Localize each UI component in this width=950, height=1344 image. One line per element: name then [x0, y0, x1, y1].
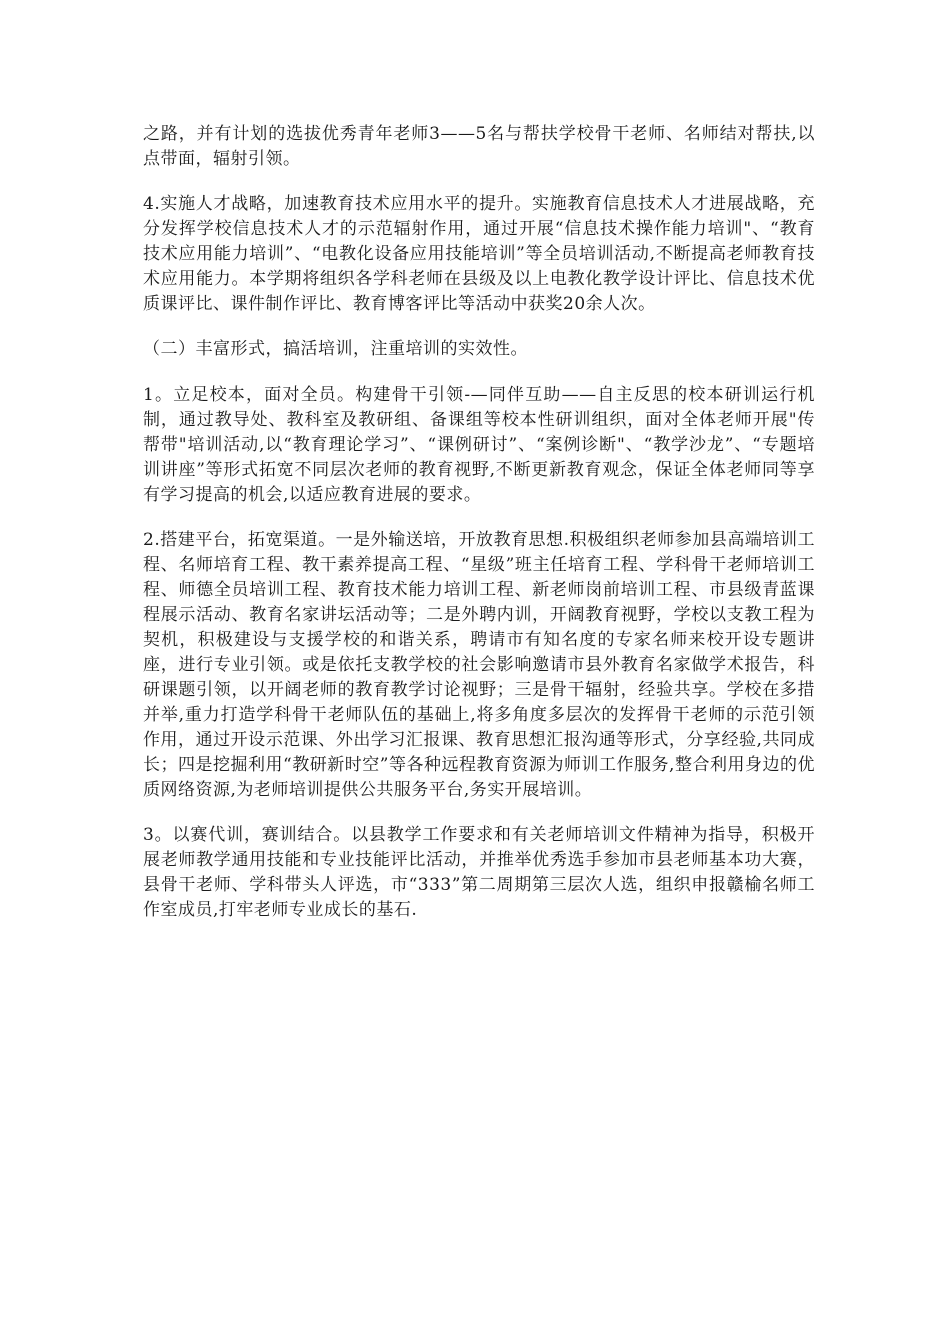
paragraph-continuation: 之路，并有计划的选拔优秀青年老师3——5名与帮扶学校骨干老师、名师结对帮扶,以点带面，辐射引领。 — [143, 124, 815, 169]
paragraph-school-based: 1。立足校本，面对全员。构建骨干引领-—同伴互助——自主反思的校本研训运行机制，通过教导处、教科室及教研组、备课组等校本性研训组织，面对全体老师开展"传帮带"培训活动,以“教育理论学习”、“课例研讨”、“案例诊断"、“教学沙龙”、“专题培训讲座”等形式拓宽不同层次老师的教育视野,不断更新教育观念，保证全体老师同等享有学习提高的机会,以适应教育进展的要求。 — [143, 385, 815, 505]
paragraph-talent-strategy: 4.实施人才战略，加速教育技术应用水平的提升。实施教育信息技术人才进展战略，充分发挥学校信息技术人才的示范辐射作用，通过开展“信息技术操作能力培训"、“教育技术应用能力培训”、“电教化设备应用技能培训”等全员培训活动,不断提高老师教育技术应用能力。本学期将组织各学科老师在县级及以上电教化教学设计评比、信息技术优质课评比、课件制作评比、教育博客评比等活动中获奖20余人次。 — [143, 194, 815, 314]
section-heading-2: （二）丰富形式，搞活培训，注重培训的实效性。 — [143, 339, 528, 359]
paragraph-platform: 2.搭建平台，拓宽渠道。一是外输送培，开放教育思想.积极组织老师参加县高端培训工程、名师培育工程、教干素养提高工程、“星级”班主任培育工程、学科骨干老师培训工程、师德全员培训工程、教育技术能力培训工程、新老师岗前培训工程、市县级青蓝课程展示活动、教育名家讲坛活动等；二是外聘内训，开阔教育视野，学校以支教工程为契机，积极建设与支援学校的和谐关系，聘请市有知名度的专家名师来校开设专题讲座，进行专业引领。或是依托支教学校的社会影响邀请市县外教育名家做学术报告，科研课题引领，以开阔老师的教育教学讨论视野；三是骨干辐射，经验共享。学校在多措并举,重力打造学科骨干老师队伍的基础上,将多角度多层次的发挥骨干老师的示范引领作用，通过开设示范课、外出学习汇报课、教育思想汇报沟通等形式，分享经验,共同成长；四是挖掘利用“教研新时空”等各种远程教育资源为师训工作服务,整合利用身边的优质网络资源,为老师培训提供公共服务平台,务实开展培训。 — [143, 530, 815, 800]
document-body — [143, 122, 815, 943]
paragraph-competition: 3。以赛代训，赛训结合。以县教学工作要求和有关老师培训文件精神为指导，积极开展老师教学通用技能和专业技能评比活动，并推举优秀选手参加市县老师基本功大赛，县骨干老师、学科带头人评选，市“333”第二周期第三层次人选，组织申报赣榆名师工作室成员,打牢老师专业成长的基石. — [143, 825, 815, 920]
